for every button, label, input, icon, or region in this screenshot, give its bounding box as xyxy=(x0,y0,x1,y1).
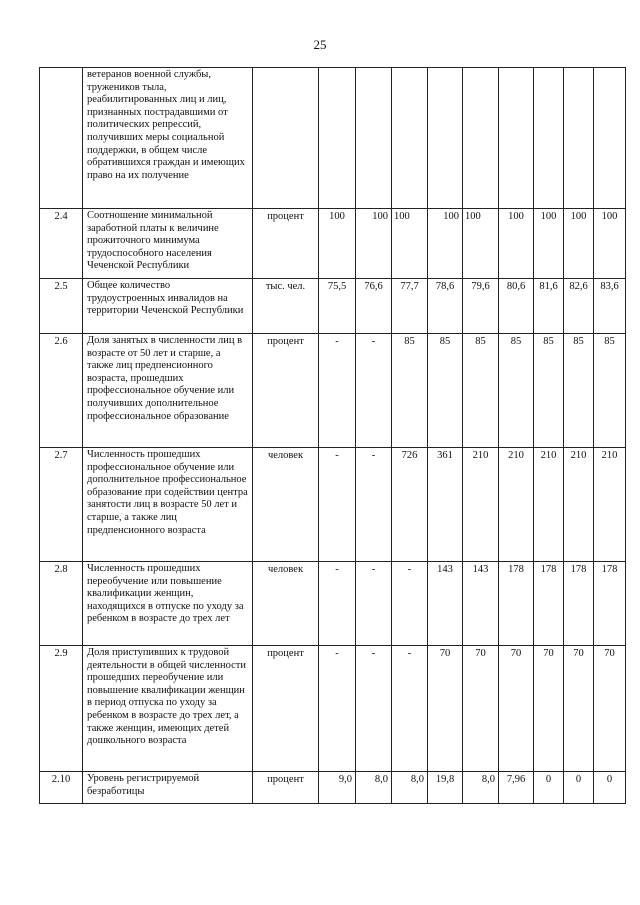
value-cell: 8,0 xyxy=(463,772,499,804)
value-cell: 100 xyxy=(356,209,392,279)
value-cell: - xyxy=(356,334,392,448)
value-cell: 100 xyxy=(428,209,463,279)
indicator-name: Общее количество трудоустроенных инвалидов на территории Чеченской Республики xyxy=(83,279,253,334)
value-cell: - xyxy=(392,646,428,772)
indicator-name: Доля занятых в численности лиц в возрасте от 50 лет и старше, а также лиц предпенсионного возраста, прошедших профессиональное обучение или получивших дополнительное профессиональное образование xyxy=(83,334,253,448)
value-cell: 85 xyxy=(594,334,626,448)
value-cell: - xyxy=(356,646,392,772)
unit: человек xyxy=(253,448,319,562)
value-cell: 85 xyxy=(534,334,564,448)
value-cell: 81,6 xyxy=(534,279,564,334)
indicator-name: Уровень регистрируемой безработицы xyxy=(83,772,253,804)
page-number: 25 xyxy=(313,37,327,52)
unit: процент xyxy=(253,772,319,804)
value-cell: 8,0 xyxy=(392,772,428,804)
value-cell: 85 xyxy=(428,334,463,448)
value-cell: 7,96 xyxy=(499,772,534,804)
value-cell: 80,6 xyxy=(499,279,534,334)
row-number xyxy=(40,68,83,209)
value-cell: 726 xyxy=(392,448,428,562)
indicator-name: Соотношение минимальной заработной платы к величине прожиточного минимума трудоспособного населения Чеченской Республики xyxy=(83,209,253,279)
value-cell: 100 xyxy=(594,209,626,279)
value-cell: 178 xyxy=(499,562,534,646)
value-cell: 70 xyxy=(463,646,499,772)
value-cell: 76,6 xyxy=(356,279,392,334)
table-row xyxy=(40,646,626,772)
value-cell: 19,8 xyxy=(428,772,463,804)
indicator-name: Доля приступивших к трудовой деятельности в общей численности прошедших переобучение или повышение квалификации женщин в период отпуска по уходу за ребенком в возрасте до трех лет, а также женщин, имеющих детей дошкольного возраста xyxy=(83,646,253,772)
value-cell xyxy=(564,68,594,209)
value-cell: 100 xyxy=(392,209,428,279)
indicator-name: Численность прошедших профессиональное обучение или дополнительное профессиональное образование при содействии центра занятости лиц в возрасте 50 лет и старше, а также лиц предпенсионного возраста xyxy=(83,448,253,562)
unit: человек xyxy=(253,562,319,646)
indicator-name: ветеранов военной службы, тружеников тыла, реабилитированных лиц и лиц, признанных пострадавшими от политических репрессий, получивших меры социальной поддержки, в общем числе обратившихся граждан и имеющих право на их получение xyxy=(83,68,253,209)
table-row xyxy=(40,448,626,562)
row-number: 2.4 xyxy=(40,209,83,279)
value-cell: - xyxy=(319,448,356,562)
value-cell xyxy=(463,68,499,209)
value-cell: 70 xyxy=(594,646,626,772)
value-cell: 0 xyxy=(534,772,564,804)
value-cell: 178 xyxy=(534,562,564,646)
value-cell: - xyxy=(356,562,392,646)
value-cell: - xyxy=(319,334,356,448)
value-cell: 0 xyxy=(594,772,626,804)
indicator-name: Численность прошедших переобучение или повышение квалификации женщин, находящихся в отпуске по уходу за ребенком в возрасте до трех лет xyxy=(83,562,253,646)
value-cell: 210 xyxy=(564,448,594,562)
value-cell: 100 xyxy=(534,209,564,279)
value-cell: 100 xyxy=(319,209,356,279)
unit xyxy=(253,68,319,209)
unit: процент xyxy=(253,334,319,448)
row-number: 2.6 xyxy=(40,334,83,448)
value-cell: 70 xyxy=(428,646,463,772)
value-cell xyxy=(319,68,356,209)
unit: процент xyxy=(253,646,319,772)
unit: процент xyxy=(253,209,319,279)
value-cell: 210 xyxy=(499,448,534,562)
value-cell: 210 xyxy=(463,448,499,562)
table-row xyxy=(40,772,626,804)
value-cell: 70 xyxy=(534,646,564,772)
value-cell: 78,6 xyxy=(428,279,463,334)
value-cell: 70 xyxy=(564,646,594,772)
value-cell: 70 xyxy=(499,646,534,772)
value-cell: 210 xyxy=(534,448,564,562)
value-cell: 210 xyxy=(594,448,626,562)
value-cell: 75,5 xyxy=(319,279,356,334)
value-cell: 77,7 xyxy=(392,279,428,334)
value-cell: 100 xyxy=(499,209,534,279)
value-cell: 9,0 xyxy=(319,772,356,804)
value-cell: 8,0 xyxy=(356,772,392,804)
value-cell: 85 xyxy=(463,334,499,448)
value-cell: 82,6 xyxy=(564,279,594,334)
value-cell: 178 xyxy=(564,562,594,646)
value-cell: 85 xyxy=(499,334,534,448)
value-cell: 100 xyxy=(564,209,594,279)
table-row xyxy=(40,279,626,334)
value-cell: 85 xyxy=(392,334,428,448)
value-cell: - xyxy=(392,562,428,646)
value-cell: 361 xyxy=(428,448,463,562)
row-number: 2.7 xyxy=(40,448,83,562)
value-cell xyxy=(392,68,428,209)
row-number: 2.10 xyxy=(40,772,83,804)
table-row xyxy=(40,68,626,209)
table-row xyxy=(40,334,626,448)
row-number: 2.8 xyxy=(40,562,83,646)
indicators-table xyxy=(39,67,626,804)
value-cell xyxy=(594,68,626,209)
value-cell: - xyxy=(319,562,356,646)
value-cell xyxy=(356,68,392,209)
value-cell xyxy=(499,68,534,209)
row-number: 2.9 xyxy=(40,646,83,772)
unit: тыс. чел. xyxy=(253,279,319,334)
value-cell: 178 xyxy=(594,562,626,646)
value-cell: 100 xyxy=(463,209,499,279)
value-cell: 83,6 xyxy=(594,279,626,334)
value-cell xyxy=(428,68,463,209)
value-cell: 0 xyxy=(564,772,594,804)
value-cell: - xyxy=(356,448,392,562)
table-row xyxy=(40,209,626,279)
value-cell: 85 xyxy=(564,334,594,448)
row-number: 2.5 xyxy=(40,279,83,334)
value-cell xyxy=(534,68,564,209)
value-cell: 79,6 xyxy=(463,279,499,334)
value-cell: - xyxy=(319,646,356,772)
value-cell: 143 xyxy=(428,562,463,646)
table-row xyxy=(40,562,626,646)
value-cell: 143 xyxy=(463,562,499,646)
